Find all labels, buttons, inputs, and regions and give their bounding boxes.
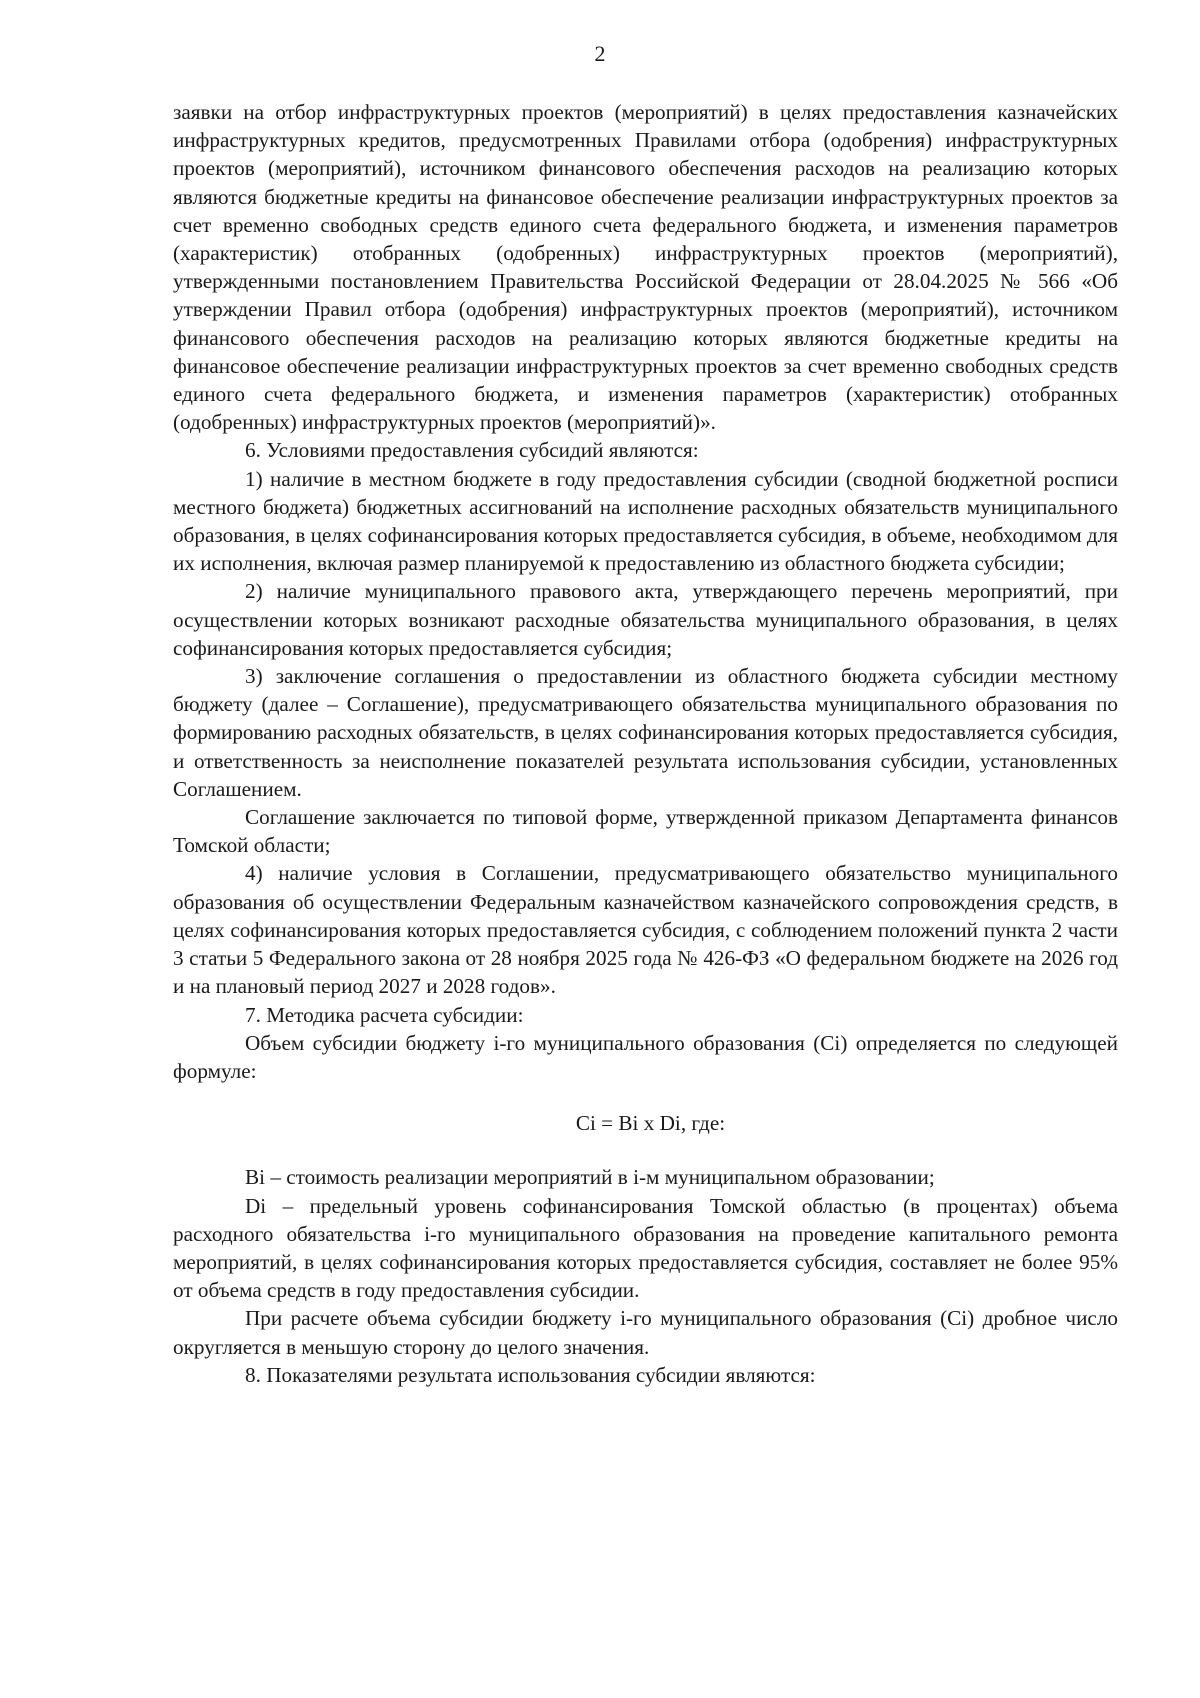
paragraph-6-heading: 6. Условиями предоставления субсидий являются: [245, 438, 699, 463]
paragraph-7-di-definition: Di – предельный уровень софинансирования Томской областью (в процентах) объема расходного обязательства i-го муниципального образования на проведение капитального ремонта мероприятий, в целях софинансирования которых предоставляется субсидия, составляет не более 95% от объема средств в году предоставления субсидии. [173, 1193, 1118, 1303]
paragraph-intro-continuation: заявки на отбор инфраструктурных проектов (мероприятий) в целях предоставления казначейских инфраструктурных кредитов, предусмотренных Правилами отбора (одобрения) инфраструктурных проектов (мероприятий), источником финансового обеспечения расходов на реализацию которых являются бюджетные кредиты на финансовое обеспечение реализации инфраструктурных проектов за счет временно свободных средств единого счета федерального бюджета, и изменения параметров (характеристик) отобранных (одобренных) инфраструктурных проектов (мероприятий), утвержденными постановлением Правительства Российской Федерации от 28.04.2025 № 566 «Об утверждении Правил отбора (одобрения) инфраструктурных проектов (мероприятий), источником финансового обеспечения расходов на реализацию которых являются бюджетные кредиты на финансовое обеспечение реализации инфраструктурных проектов за счет временно свободных средств единого счета федерального бюджета, и изменения параметров (характеристик) отобранных (одобренных) инфраструктурных проектов (мероприятий)». [173, 100, 1118, 435]
paragraph-6-item-2: 2) наличие муниципального правового акта, утверждающего перечень мероприятий, при осуществлении которых возникают расходные обязательства муниципального образования, в целях софинансирования которых предоставляется субсидия; [173, 579, 1118, 660]
paragraph-6-item-1: 1) наличие в местном бюджете в году предоставления субсидии (сводной бюджетной росписи местного бюджета) бюджетных ассигнований на исполнение расходных обязательств муниципального образования, в целях софинансирования которых предоставляется субсидия, в объеме, необходимом для их исполнения, включая размер планируемой к предоставлению из областного бюджета субсидии; [173, 466, 1118, 576]
paragraph-8-heading: 8. Показателями результата использования субсидии являются: [245, 1362, 816, 1387]
paragraph-7-bi-definition: Bi – стоимость реализации мероприятий в i-м муниципальном образовании; [245, 1165, 935, 1190]
paragraph-7-intro: Объем субсидии бюджету i-го муниципального образования (Ci) определяется по следующей формуле: [173, 1030, 1118, 1083]
paragraph-7-rounding: При расчете объема субсидии бюджету i-го муниципального образования (Ci) дробное число округляется в меньшую сторону до целого значения. [173, 1306, 1118, 1359]
page-number: 2 [594, 41, 606, 66]
subsidy-formula: Ci = Bi x Di, где: [575, 1111, 726, 1136]
paragraph-6-item-4: 4) наличие условия в Соглашении, предусматривающего обязательство муниципального образования об осуществлении Федеральным казначейством казначейского сопровождения средств, в целях софинансирования которых предоставляется субсидия, с соблюдением положений пункта 2 части 3 статьи 5 Федерального закона от 28 ноября 2025 года № 426-ФЗ «О федеральном бюджете на 2026 год и на плановый период 2027 и 2028 годов». [173, 861, 1118, 999]
paragraph-6-item-3: 3) заключение соглашения о предоставлении из областного бюджета субсидии местному бюджету (далее – Соглашение), предусматривающего обязательства муниципального образования по формированию расходных обязательств, в целях софинансирования которых предоставляется субсидия, и ответственность за неисполнение показателей результата использования субсидии, установленных Соглашением. [173, 664, 1118, 801]
paragraph-6-item-3-agreement: Соглашение заключается по типовой форме, утвержденной приказом Департамента финансов Томской области; [173, 805, 1118, 858]
document-body [173, 98, 1118, 1389]
paragraph-7-heading: 7. Методика расчета субсидии: [245, 1002, 524, 1027]
